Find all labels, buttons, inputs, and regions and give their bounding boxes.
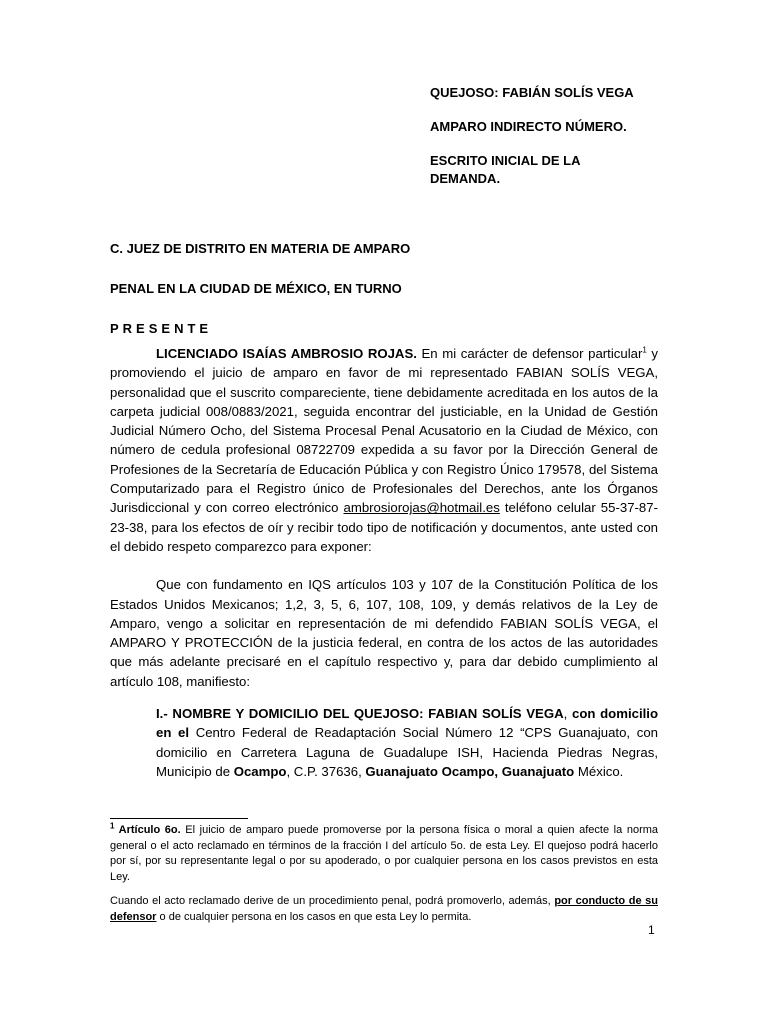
escrito-title bbox=[430, 152, 730, 188]
footnote-1: $^1$ Artículo 6o. El juicio de amparo puede promoverse por la persona física o moral a quien afecte la norma general o el acto reclamado en términos de la fracción I del artículo 5o. de esta Ley. El quejoso podrá hacerlo por sí, por su representante legal o por su apoderado, o por cualquier persona en los casos previstos en esta Ley. bbox=[110, 821, 659, 883]
footnote-1-continued: Cuando el acto reclamado derive de un procedimiento penal, podrá promoverlo, además, por conducto de su defensor o de cualquier persona en los casos en que esta Ley lo permita. bbox=[110, 895, 658, 923]
lawyer-name: LICENCIADO ISAÍAS AMBROSIO ROJAS. bbox=[156, 346, 417, 361]
quejoso-line: QUEJOSO: FABIÁN SOLÍS VEGA bbox=[430, 85, 634, 100]
item-1-label: I.- NOMBRE Y DOMICILIO DEL QUEJOSO: FABIAN SOLÍS VEGA bbox=[156, 706, 564, 722]
footnote-article: Artículo 6o. bbox=[114, 824, 181, 836]
email-link[interactable]: ambrosiorojas@hotmail.es bbox=[343, 500, 500, 516]
paragraph-1: LICENCIADO ISAÍAS AMBROSIO ROJAS. En mi carácter de defensor particular$^1$ y promoviendo el juicio de amparo en favor de mi representado FABIAN SOLÍS VEGA, personalidad que el suscrito compareciente, tiene debidamente acreditada en los autos de la carpeta judicial 008/0883/2021, seguida encontrar del justiciable, en la Unidad de Gestión Judicial Número Ocho, del Sistema Procesal Penal Acusatorio en la Ciudad de México, con número de cedula profesional 08722709 expedida a su favor por la Dirección General de Profesiones de la Secretaría de Educación Pública y con Registro Único 179578, del Sistema Computarizado para el Registro único de Profesionales del Derechos, ante los Órganos Jurisdiccional y con correo electrónico ambrosiorojas@hotmail.es teléfono celular 55-37-87-23-38, para los efectos de oír y recibir todo tipo de notificación y documentos, ante usted con el debido respeto comparezco para exponer: bbox=[110, 345, 658, 554]
addressee-line-2: PENAL EN LA CIUDAD DE MÉXICO, EN TURNO bbox=[110, 281, 402, 296]
paragraph-2: Que con fundamento en IQS artículos 103 y 107 de la Constitución Política de los Estados Unidos Mexicanos; 1,2, 3, 5, 6, 107, 108, 109, y demás relativos de la Ley de Amparo, vengo a solicitar en representación de mi defendido FABIAN SOLÍS VEGA, el AMPARO Y PROTECCIÓN de la justicia federal, en contra de los actos de las autoridades que más adelante precisaré en el capítulo respectivo y, para dar debido cumplimiento al artículo 108, manifiesto: bbox=[110, 577, 658, 689]
amparo-number-line: AMPARO INDIRECTO NÚMERO. bbox=[430, 119, 627, 134]
footnotes bbox=[110, 823, 658, 925]
page-number: 1 bbox=[648, 923, 655, 937]
addressee-line-1: C. JUEZ DE DISTRITO EN MATERIA DE AMPARO bbox=[110, 241, 411, 256]
presente-line: PRESENTE bbox=[110, 321, 213, 336]
footnote-ref[interactable]: 1 bbox=[642, 345, 647, 355]
addressee-block bbox=[110, 240, 670, 338]
case-header bbox=[430, 84, 730, 188]
item-1-quejoso: I.- NOMBRE Y DOMICILIO DEL QUEJOSO: FABIAN SOLÍS VEGA, con domicilio en el Centro Federal de Readaptación Social Número 12 “CPS Guanajuato, con domicilio en Carretera Laguna de Guadalupe ISH, Hacienda Piedras Negras, Municipio de Ocampo, C.P. 37636, Guanajuato Ocampo, Guanajuato México. bbox=[156, 706, 659, 779]
escrito-line-1: ESCRITO INICIAL DE LA bbox=[430, 153, 581, 168]
footnote-separator bbox=[110, 818, 248, 819]
document-body bbox=[110, 344, 658, 781]
escrito-line-2: DEMANDA. bbox=[430, 171, 501, 186]
